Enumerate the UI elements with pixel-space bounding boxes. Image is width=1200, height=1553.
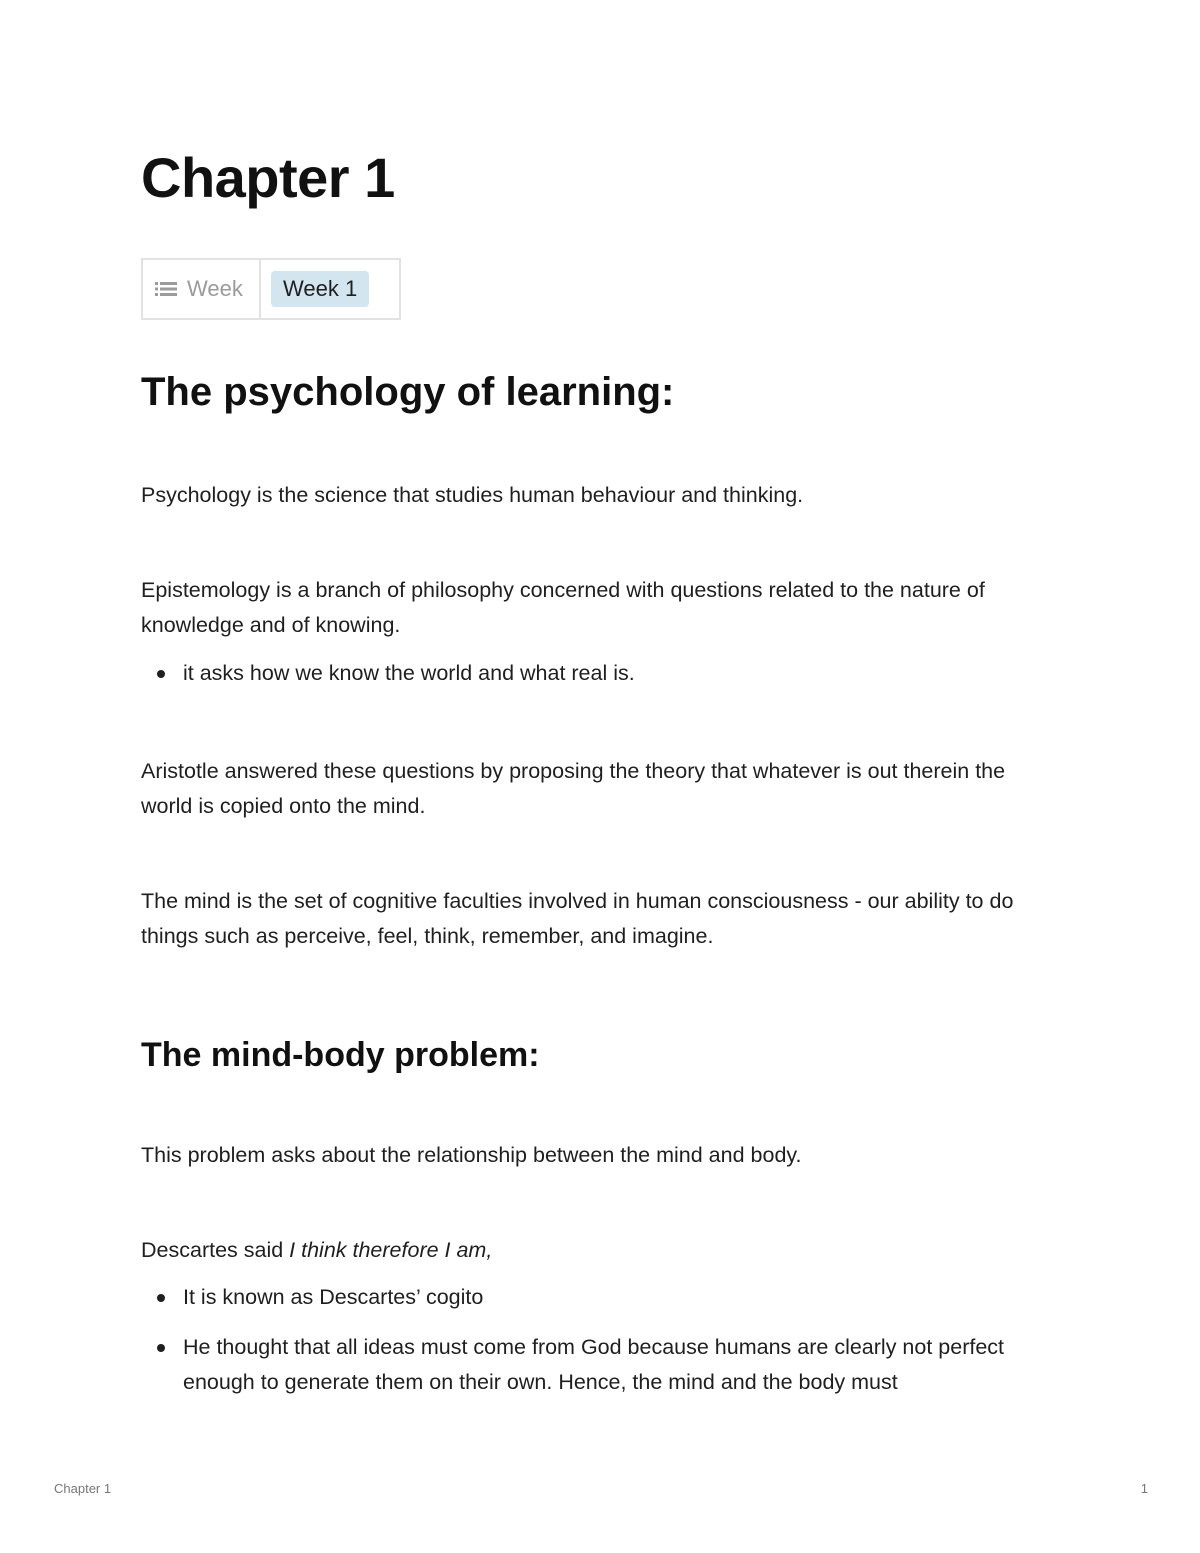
paragraph-mind-body-question: This problem asks about the relationship between the mind and body. (141, 1143, 802, 1167)
bullet-dot-icon (157, 1344, 165, 1352)
heading-psychology-of-learning: The psychology of learning: (141, 370, 675, 414)
list-item-text: He thought that all ideas must come from God because humans are clearly not perfect enough to generate them on their own. Hence, the mind and the body must (183, 1335, 1005, 1394)
footer-page-title: Chapter 1 (54, 1481, 112, 1496)
property-table (141, 258, 401, 320)
bullet-dot-icon (157, 670, 165, 678)
list-item-text: it asks how we know the world and what real is. (183, 661, 635, 685)
bullet-dot-icon (157, 1294, 165, 1302)
paragraph-psychology-definition: Psychology is the science that studies human behaviour and thinking. (141, 483, 804, 507)
paragraph-descartes (141, 1233, 1061, 1268)
descartes-quote: I think therefore I am, (289, 1238, 493, 1262)
footer-page-number: 1 (1140, 1481, 1148, 1496)
list-item (155, 656, 1045, 691)
property-name-label: Week (187, 276, 243, 301)
page-title: Chapter 1 (141, 146, 395, 209)
paragraph-mind-definition: The mind is the set of cognitive faculties involved in human consciousness - our ability to do things such as perceive, feel, think, remember, and imagine. (141, 889, 1014, 948)
property-name-cell (143, 260, 261, 318)
paragraph-aristotle: Aristotle answered these questions by proposing the theory that whatever is out therein the world is copied onto the mind. (141, 759, 1006, 818)
list-icon (155, 281, 177, 297)
heading-mind-body-problem: The mind-body problem: (141, 1036, 540, 1074)
list-item-text: It is known as Descartes’ cogito (183, 1285, 484, 1309)
list-item (155, 1280, 1045, 1315)
list-item (155, 1330, 1045, 1400)
week-tag[interactable]: Week 1 (271, 271, 369, 307)
descartes-lead-text: Descartes said (141, 1238, 290, 1262)
paragraph-epistemology-definition: Epistemology is a branch of philosophy concerned with questions related to the nature of knowledge and of knowing. (141, 578, 985, 637)
property-value-cell[interactable] (261, 260, 399, 318)
